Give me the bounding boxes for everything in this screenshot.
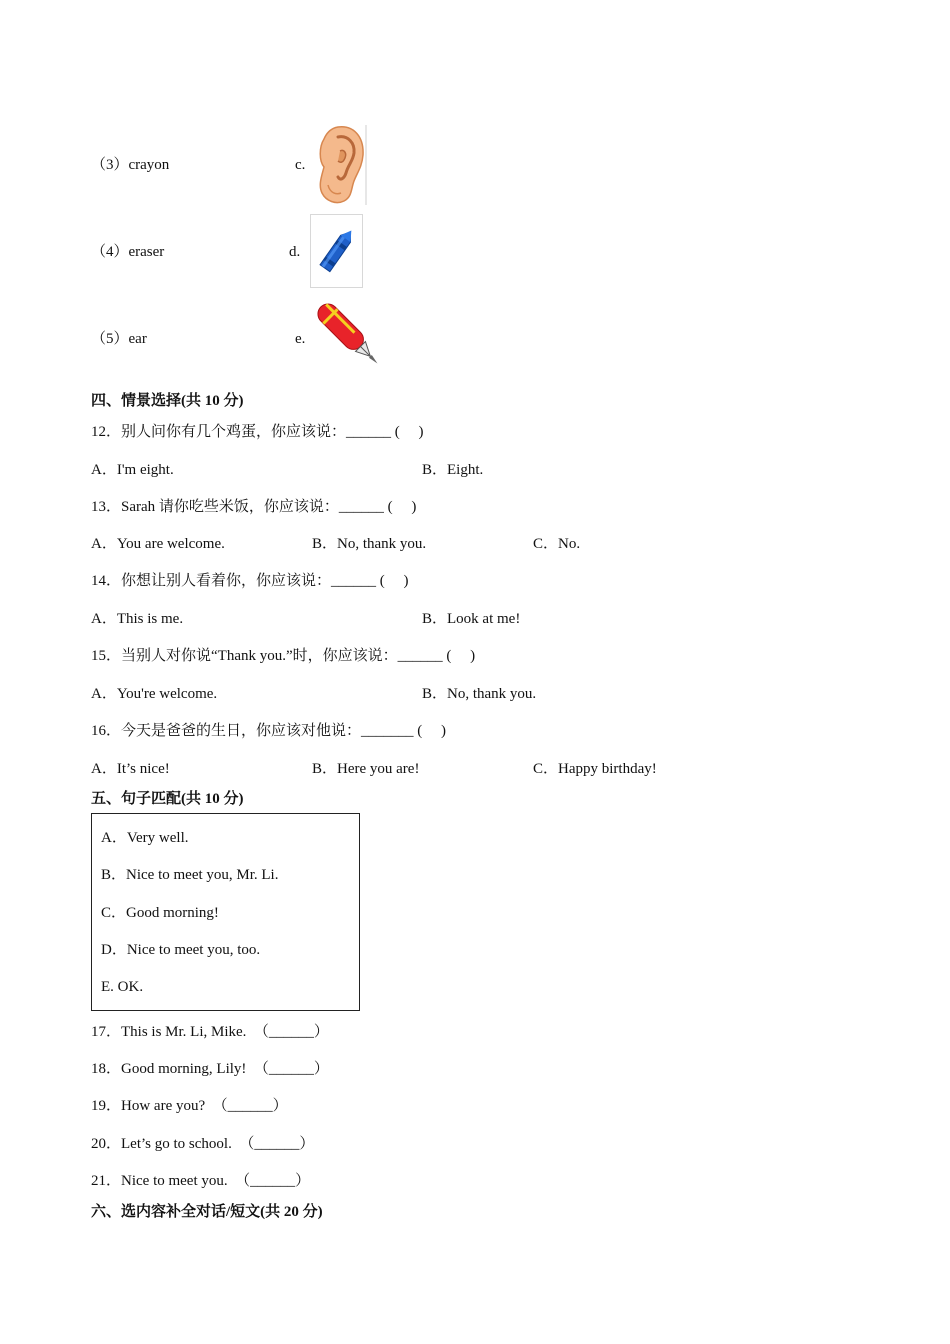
option-text: A．I'm eight.: [91, 462, 174, 478]
box-option: E. OK.: [101, 979, 144, 995]
option-text: A．You're welcome.: [91, 686, 218, 702]
option-text: B．Eight.: [422, 462, 484, 478]
section-title: 五、句子匹配(共 10 分): [91, 791, 244, 807]
question-text: 21．Nice to meet you. （______）: [91, 1173, 311, 1189]
question-text: 18．Good morning, Lily! （______）: [91, 1061, 329, 1077]
option-text: B．Here you are!: [312, 761, 420, 777]
section-title: 四、情景选择(共 10 分): [91, 393, 244, 409]
option-text: B．Look at me!: [422, 611, 521, 627]
matching-word: （5）ear: [91, 331, 147, 347]
question-text: 13．Sarah 请你吃些米饭，你应该说：______ ( ): [91, 499, 417, 515]
box-option: B．Nice to meet you, Mr. Li.: [101, 867, 279, 883]
matching-word: （4）eraser: [91, 244, 165, 260]
option-text: C．No.: [533, 536, 581, 552]
pen-icon: [312, 298, 392, 378]
box-option: D．Nice to meet you, too.: [101, 942, 261, 958]
question-text: 16．今天是爸爸的生日，你应该对他说：_______ ( ): [91, 723, 446, 739]
box-option: C．Good morning!: [101, 905, 219, 921]
option-text: A．You are welcome.: [91, 536, 225, 552]
option-text: C．Happy birthday!: [533, 761, 657, 777]
crayon-icon: [310, 214, 364, 288]
option-text: A．It’s nice!: [91, 761, 170, 777]
question-text: 17．This is Mr. Li, Mike. （______）: [91, 1024, 329, 1040]
ear-icon: [316, 123, 368, 207]
option-text: A．This is me.: [91, 611, 184, 627]
matching-letter: c.: [295, 157, 306, 173]
question-text: 14．你想让别人看着你，你应该说：______ ( ): [91, 573, 409, 589]
section-title: 六、选内容补全对话/短文(共 20 分): [91, 1204, 323, 1220]
option-text: B．No, thank you.: [422, 686, 537, 702]
matching-letter: d.: [289, 244, 301, 260]
question-text: 15．当别人对你说“Thank you.”时，你应该说：______ ( ): [91, 648, 476, 664]
question-text: 20．Let’s go to school. （______）: [91, 1136, 315, 1152]
question-text: 19．How are you? （______）: [91, 1098, 288, 1114]
box-option: A．Very well.: [101, 830, 189, 846]
question-text: 12．别人问你有几个鸡蛋，你应该说：______ ( ): [91, 424, 424, 440]
matching-letter: e.: [295, 331, 306, 347]
matching-word: （3）crayon: [91, 157, 170, 173]
option-text: B．No, thank you.: [312, 536, 427, 552]
